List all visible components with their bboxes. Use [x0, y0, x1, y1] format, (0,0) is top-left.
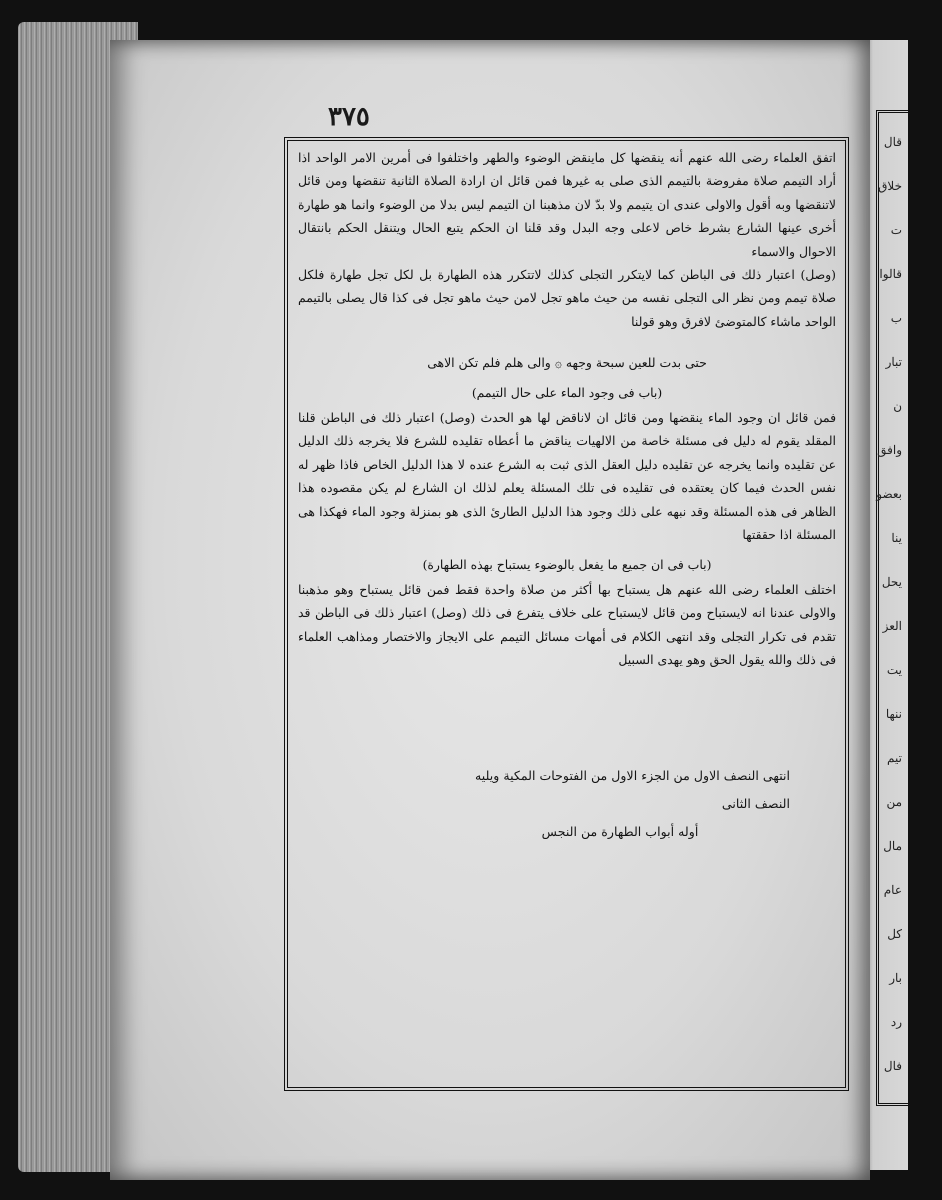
adjacent-page-fragment: عام	[883, 883, 902, 897]
adjacent-page-fragment: يحل	[881, 575, 902, 589]
adjacent-page-fragment: بار	[889, 971, 902, 985]
paragraph: فمن قائل ان وجود الماء ينقضها ومن قائل ان لاناقض لها هو الحدث (وصل) اعتبار ذلك فى الباطن قلنا المقلد يقوم له دليل فى مسئلة خاصة من الالهيات يناقض ما أعطاه تقليده للشرع فلا يخرجه ذلك الدليل عن تقليده وانما يخرجه عن تقليده دليل العقل الذى ثبت به الشرع عنده لا هذا الدليل الخاص فاذا ظهر له نفس الحدث فيما كان يعتقده فى تقليده فى تلك المسئلة يعلم لذلك ان الشارع لم يكن مقصوده هذا الظاهر فى هذه المسئلة وقد نبهه على ذلك وجود هذا الدليل الطارئ الذى هو بمنزلة وجود الماء فهكذا هى المسئلة اذا حققتها	[298, 410, 836, 543]
adjacent-page-fragment: العز	[882, 619, 902, 633]
section-heading: (باب فى وجود الماء على حال التيمم)	[471, 384, 663, 400]
adjacent-page-fragment: فال	[883, 1059, 902, 1073]
section-heading: (باب فى ان جميع ما يفعل بالوضوء يستباح بهذه الطهارة)	[422, 556, 712, 572]
adjacent-page-frame	[876, 110, 942, 1106]
colophon	[450, 762, 790, 846]
colophon-line: انتهى النصف الاول من الجزء الاول من الفتوحات المكية ويليه النصف الثانى	[475, 768, 790, 811]
adjacent-page-fragment: ب	[890, 311, 902, 325]
page-text	[298, 146, 836, 672]
adjacent-page-fragment: ينا	[891, 531, 902, 545]
poem-verse: حتى بدت للعين سبحة وجهه ۞ والى هلم فلم تكن الاهى	[427, 355, 707, 371]
adjacent-page-fragment: خلاق	[878, 179, 902, 193]
adjacent-page-fragment: ن	[893, 399, 902, 413]
adjacent-page-fragment: قالوا	[879, 267, 902, 281]
adjacent-page-fragment: بعضو	[876, 487, 902, 501]
paragraph: اختلف العلماء رضى الله عنهم هل يستباح بها أكثر من صلاة واحدة فقط فمن قائل يستباح وهو مذهبنا والاولى عندنا انه لايستباح ومن قائل لايستباح على خلاف يتفرع فى ذلك (وصل) اعتبار ذلك فى الباطن قد تقدم فى تكرار التجلى وقد انتهى الكلام فى أمهات مسائل التيمم على الايجاز والاختصار ومذاهب العلماء فى ذلك والله يقول الحق وهو يهدى السبيل	[298, 581, 836, 668]
adjacent-page-fragment: يت	[886, 663, 902, 677]
adjacent-page-fragment: تيم	[887, 751, 902, 765]
adjacent-page-fragment: من	[886, 795, 902, 809]
adjacent-page-fragment: مال	[883, 839, 902, 853]
adjacent-page-fragment: وافق	[877, 443, 902, 457]
adjacent-page-fragment: ننها	[885, 707, 902, 721]
paragraph: اتفق العلماء رضى الله عنهم أنه ينقضها كل ماينقض الوضوء والطهر واختلفوا فى أمرين الامر الواحد اذا أراد التيمم صلاة مفروضة بالتيمم الذى صلى به غيرها فمن قائل ان ارادة الصلاة الثانية تنقضها ومن قائل لاتنقضها وبه أقول والاولى عندى ان يتيمم ولا بدّ لان مذهبنا ان التيمم ليس بدلا من الوضوء وانما هو طهارة أخرى عينها الشارع بشرط خاص لاعلى وجه البدل وقد قلنا ان الحكم يتبع الحال ويتنقل الحكم بانتقال الاحوال والاسماء	[298, 150, 836, 259]
adjacent-page-fragment: رد	[890, 1015, 902, 1029]
colophon-line: أوله أبواب الطهارة من النجس	[541, 824, 699, 839]
paragraph: (وصل) اعتبار ذلك فى الباطن كما لايتكرر التجلى كذلك لاتتكرر هذه الطهارة بل لكل تجل طهارة فلكل صلاة تيمم ومن نظر الى التجلى نفسه من حيث ماهو تجل لامن حيث ماهو تجل فى كذا قال يصلى بالتيمم الواحد ماشاء كالمتوضئ لافرق وهو قولنا	[298, 267, 836, 329]
adjacent-page-fragment: تبار	[885, 355, 902, 369]
adjacent-page-fragment: ت	[890, 223, 902, 237]
adjacent-page-fragment: قال	[883, 135, 902, 149]
adjacent-page-fragment: كل	[887, 927, 902, 941]
page-number: ٣٧٥	[328, 102, 370, 132]
